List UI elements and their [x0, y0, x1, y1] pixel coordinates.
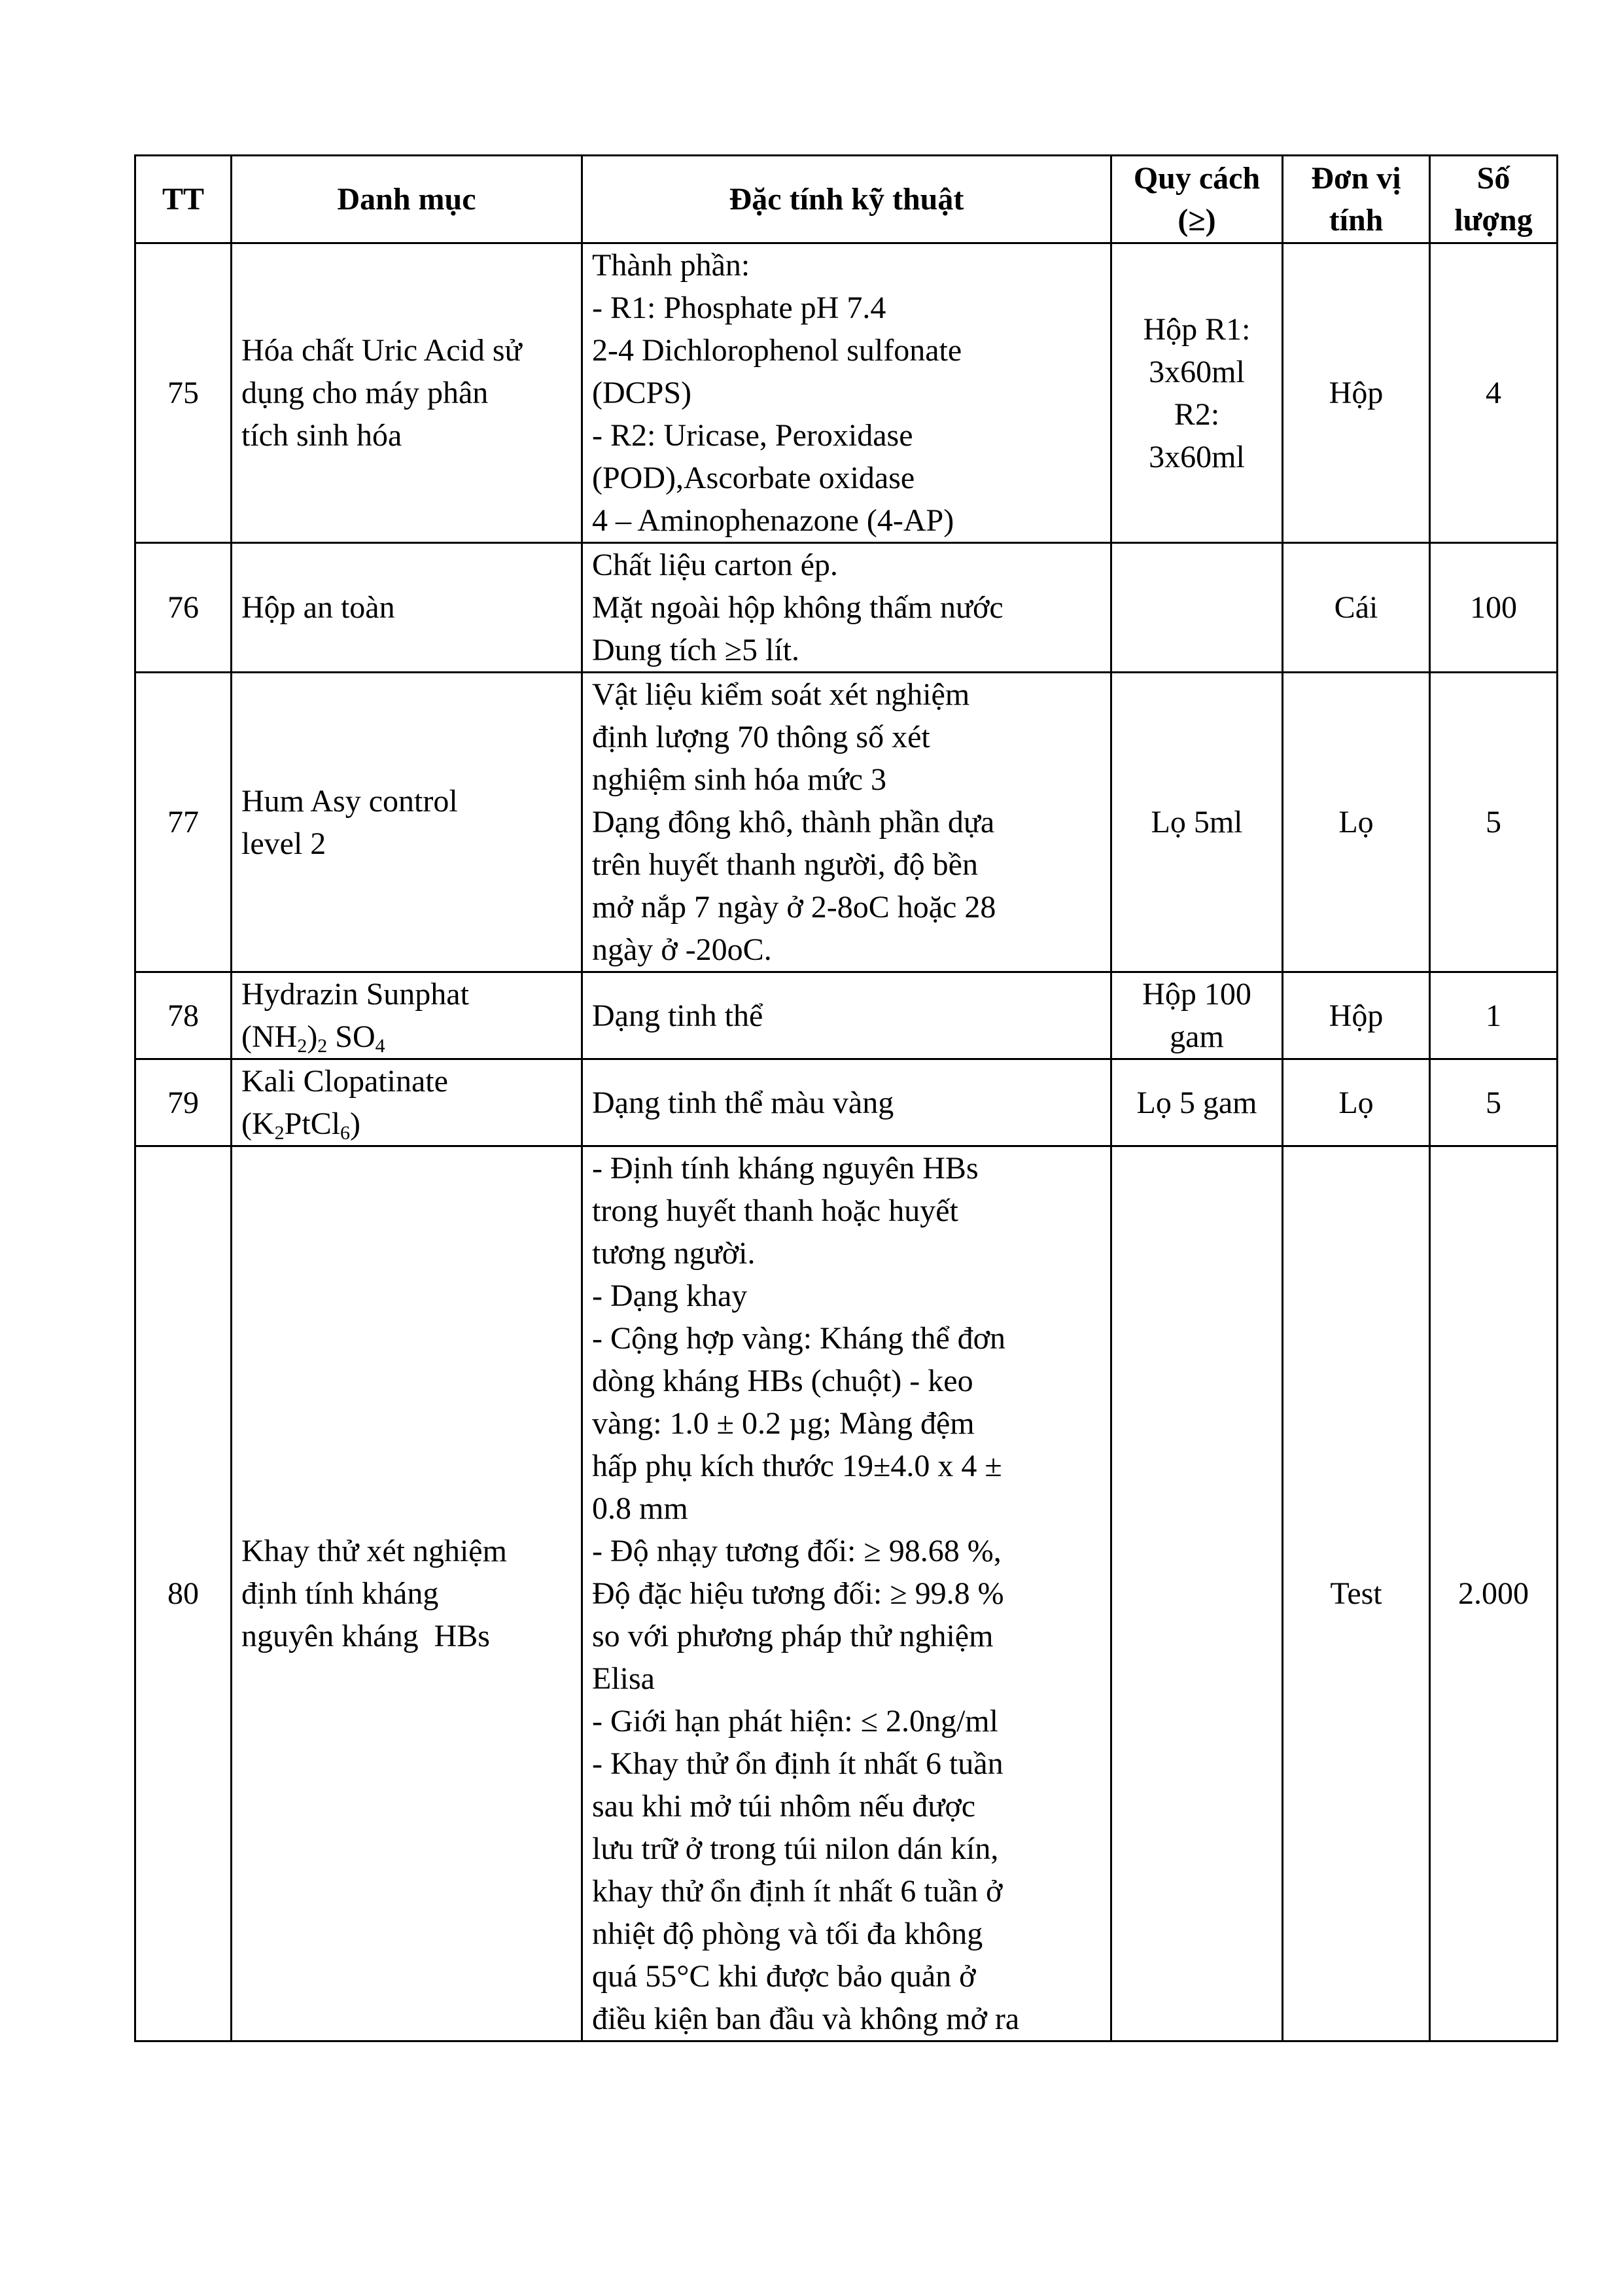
item-spec: Dạng tinh thể [582, 972, 1111, 1059]
item-pack [1111, 543, 1283, 673]
item-spec: Thành phần: - R1: Phosphate pH 7.4 2-4 Dichlorophenol sulfonate (DCPS) - R2: Uricase, Peroxidase (POD),Ascorbate oxidase 4 – Aminophenazone (4-AP) [582, 243, 1111, 543]
header-tt: TT [135, 156, 232, 243]
item-name: Hydrazin Sunphat $(NH_2)_2$ $SO_4$ [232, 972, 582, 1059]
item-spec: Dạng tinh thể màu vàng [582, 1059, 1111, 1146]
header-don-vi: Đơn vị tính [1283, 156, 1430, 243]
item-unit: Lọ [1283, 1059, 1430, 1146]
item-unit: Cái [1283, 543, 1430, 673]
item-pack: Lọ 5 gam [1111, 1059, 1283, 1146]
item-unit: Hộp [1283, 243, 1430, 543]
item-spec: Chất liệu carton ép. Mặt ngoài hộp không thấm nước Dung tích ≥5 lít. [582, 543, 1111, 673]
item-name: Kali Clopatinate $(K_2PtCl_6)$ [232, 1059, 582, 1146]
table-row [135, 972, 1558, 1059]
header-dac-tinh: Đặc tính kỹ thuật [582, 156, 1111, 243]
item-qty: 2.000 [1430, 1146, 1558, 2041]
specification-table [134, 154, 1558, 2042]
table-row [135, 673, 1558, 972]
item-unit: Lọ [1283, 673, 1430, 972]
item-qty: 100 [1430, 543, 1558, 673]
header-quy-cach: Quy cách (≥) [1111, 156, 1283, 243]
row-number: 78 [135, 972, 232, 1059]
row-number: 76 [135, 543, 232, 673]
item-unit: Hộp [1283, 972, 1430, 1059]
table-row [135, 1146, 1558, 2041]
item-spec: - Định tính kháng nguyên HBs trong huyết thanh hoặc huyết tương người. - Dạng khay - Cộng hợp vàng: Kháng thể đơn dòng kháng HBs (chuột) - keo vàng: 1.0 ± 0.2 µg; Màng đệm hấp phụ kích thước 19±4.0 x 4 ± 0.8 mm - Độ nhạy tương đối: ≥ 98.68 %, Độ đặc hiệu tương đối: ≥ 99.8 % so với phương pháp thử nghiệm Elisa - Giới hạn phát hiện: ≤ 2.0ng/ml - Khay thử ổn định ít nhất 6 tuần sau khi mở túi nhôm nếu được lưu trữ ở trong túi nilon dán kín, khay thử ổn định ít nhất 6 tuần ở nhiệt độ phòng và tối đa không quá 55°C khi được bảo quản ở điều kiện ban đầu và không mở ra [582, 1146, 1111, 2041]
item-pack: Hộp 100 gam [1111, 972, 1283, 1059]
item-pack: Hộp R1: 3x60ml R2: 3x60ml [1111, 243, 1283, 543]
row-number: 75 [135, 243, 232, 543]
chemical-formula: $(K_2PtCl_6)$ [241, 1106, 361, 1144]
item-qty: 5 [1430, 673, 1558, 972]
table-header-row [135, 156, 1558, 243]
item-qty: 4 [1430, 243, 1558, 543]
row-number: 79 [135, 1059, 232, 1146]
chemical-formula: $(NH_2)_2$ $SO_4$ [241, 1019, 385, 1057]
table-row [135, 1059, 1558, 1146]
item-qty: 1 [1430, 972, 1558, 1059]
item-spec: Vật liệu kiểm soát xét nghiệm định lượng 70 thông số xét nghiệm sinh hóa mức 3 Dạng đông khô, thành phần dựa trên huyết thanh người, độ bền mở nắp 7 ngày ở 2-8oC hoặc 28 ngày ở -20oC. [582, 673, 1111, 972]
item-pack: Lọ 5ml [1111, 673, 1283, 972]
item-pack [1111, 1146, 1283, 2041]
item-name: Hum Asy control level 2 [232, 673, 582, 972]
item-name: Hộp an toàn [232, 543, 582, 673]
table-row [135, 243, 1558, 543]
item-name: Hóa chất Uric Acid sử dụng cho máy phân tích sinh hóa [232, 243, 582, 543]
table-row [135, 543, 1558, 673]
row-number: 77 [135, 673, 232, 972]
header-so-luong: Số lượng [1430, 156, 1558, 243]
item-name: Khay thử xét nghiệm định tính kháng nguyên kháng HBs [232, 1146, 582, 2041]
header-danh-muc: Danh mục [232, 156, 582, 243]
row-number: 80 [135, 1146, 232, 2041]
item-unit: Test [1283, 1146, 1430, 2041]
item-qty: 5 [1430, 1059, 1558, 1146]
